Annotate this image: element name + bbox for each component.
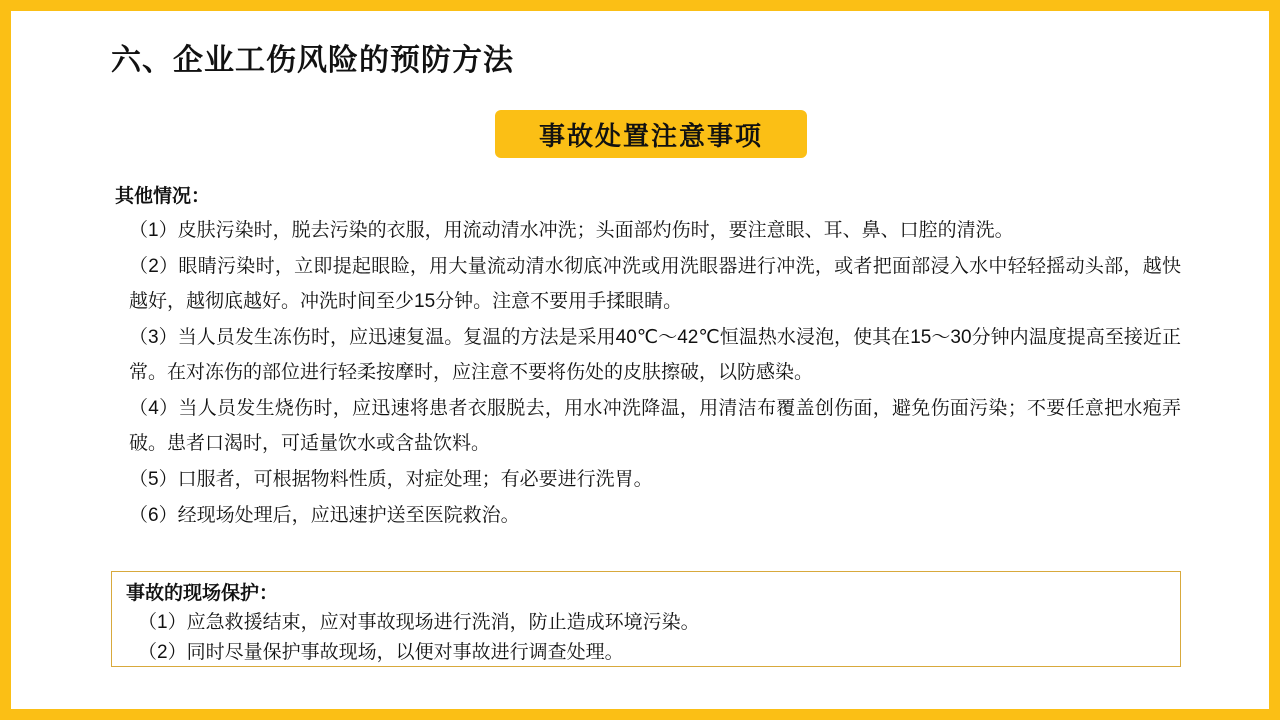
callout-title: 事故的现场保护：	[126, 583, 279, 604]
callout-box	[111, 571, 1181, 667]
body-paragraph: （2）眼睛污染时，立即提起眼睑，用大量流动清水彻底冲洗或用洗眼器进行冲洗，或者把面部浸入水中轻轻摇动头部，越快越好，越彻底越好。冲洗时间至少15分钟。注意不要用手揉眼睛。	[129, 256, 1181, 312]
body-paragraph: （1）皮肤污染时，脱去污染的衣服，用流动清水冲洗；头面部灼伤时，要注意眼、耳、鼻、口腔的清洗。	[129, 220, 1014, 241]
section-banner	[495, 110, 807, 158]
body-text-block	[111, 213, 1181, 534]
callout-line: （2）同时尽量保护事故现场，以便对事故进行调查处理。	[138, 642, 624, 663]
body-paragraph: （5）口服者，可根据物料性质，对症处理；有必要进行洗胃。	[129, 469, 653, 490]
section-banner-label: 事故处置注意事项	[538, 120, 763, 151]
page-title: 六、企业工伤风险的预防方法	[111, 44, 514, 77]
body-paragraph: （4）当人员发生烧伤时，应迅速将患者衣服脱去，用水冲洗降温，用清洁布覆盖创伤面，避免伤面污染；不要任意把水疱弄破。患者口渴时，可适量饮水或含盐饮料。	[129, 398, 1181, 454]
body-paragraph: （3）当人员发生冻伤时，应迅速复温。复温的方法是采用40℃～42℃恒温热水浸泡，使其在15～30分钟内温度提高至接近正常。在对冻伤的部位进行轻柔按摩时，应注意不要将伤处的皮肤擦破，以防感染。	[129, 327, 1181, 383]
body-paragraph: （6）经现场处理后，应迅速护送至医院救治。	[129, 505, 520, 526]
callout-line: （1）应急救援结束，应对事故现场进行洗消，防止造成环境污染。	[138, 612, 700, 633]
slide-content-area	[11, 11, 1269, 709]
subsection-heading: 其他情况：	[115, 186, 211, 207]
